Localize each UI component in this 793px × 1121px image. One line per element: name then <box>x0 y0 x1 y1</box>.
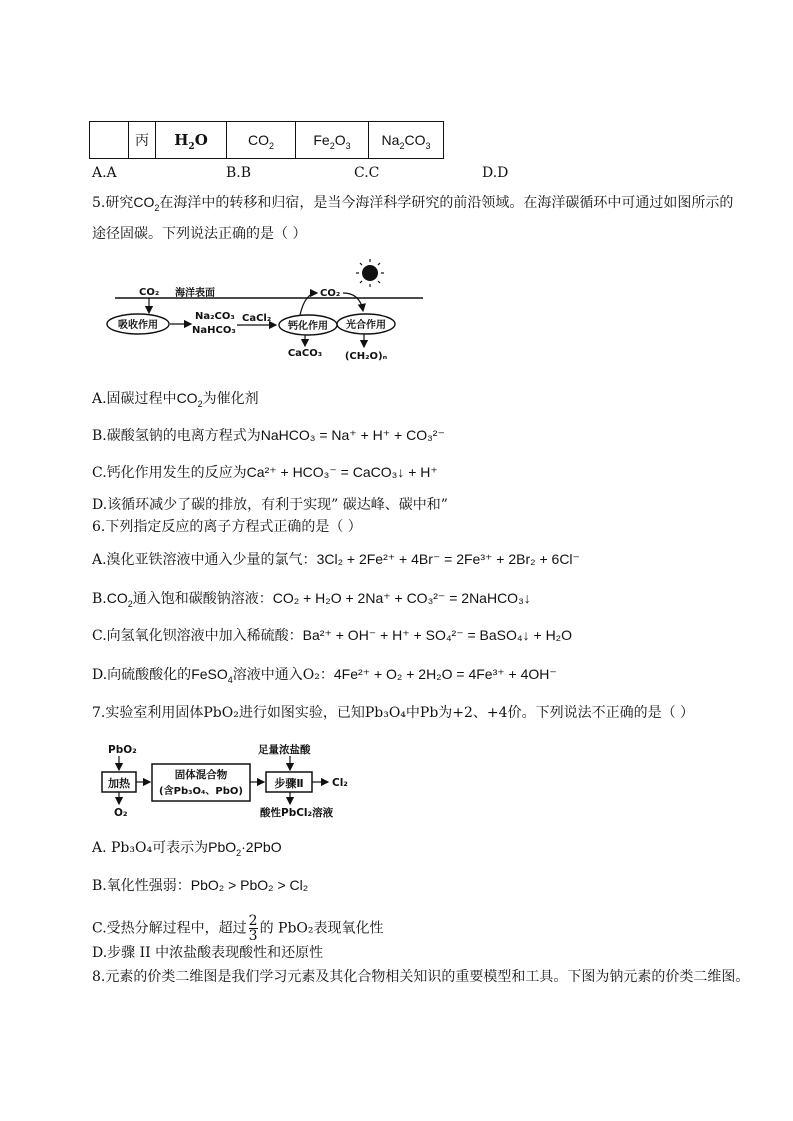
mixture-label-2: (含Pb₃O₄、PbO) <box>159 786 243 797</box>
table-cell: $Na_2CO_3$ <box>369 122 444 159</box>
q5-option-d: D.该循环减少了碳的排放，有利于实现” 碳达峰、碳中和” <box>92 497 448 513</box>
q4-option-d: D.D <box>482 165 509 181</box>
co2-top-label: CO₂ <box>320 288 341 299</box>
heat-label: 加热 <box>108 777 130 790</box>
q7-option-d: D.步骤 II 中浓盐酸表现酸性和还原性 <box>92 945 324 961</box>
calcification-label: 钙化作用 <box>288 321 328 332</box>
q5-option-c: C.钙化作用发生的反应为Ca²⁺ + HCO₃⁻ = CaCO₃↓ + H⁺ <box>92 464 438 481</box>
cacl2-label: CaCl₂ <box>242 313 272 324</box>
table-cell: $Fe_2O_3$ <box>296 122 369 159</box>
answer-table <box>89 121 444 159</box>
sun-icon <box>356 259 384 287</box>
table-cell: $CO_2$ <box>227 122 296 159</box>
q5-option-b: B.碳酸氢钠的电离方程式为NaHCO₃ = Na⁺ + H⁺ + CO₃²⁻ <box>92 427 445 444</box>
conc-hcl-label: 足量浓盐酸 <box>258 744 311 756</box>
table-cell-empty <box>90 122 129 159</box>
fraction: $\frac{2}{3}$ <box>248 913 258 944</box>
q7-option-b: B.氧化性强弱：PbO₂ > PbO₂ > Cl₂ <box>92 877 309 894</box>
absorb-label: 吸收作用 <box>118 320 158 331</box>
q5-option-a: A.固碳过程中$CO_2$为催化剂 <box>92 390 259 409</box>
q5-stem-line2: 途径固碳。下列说法正确的是（ ） <box>92 226 307 242</box>
ch2o-label: (CH₂O)ₙ <box>344 351 388 362</box>
q6-option-c: C.向氢氧化钡溶液中加入稀硫酸：Ba²⁺ + OH⁻ + H⁺ + SO₄²⁻ = BaSO₄↓ + H₂O <box>92 627 573 644</box>
photosynthesis-label: 光合作用 <box>346 320 386 331</box>
q4-option-c: C.C <box>354 165 380 181</box>
q8-stem: 8.元素的价类二维图是我们学习元素及其化合物相关知识的重要模型和工具。下图为钠元素的价类二维图。 <box>92 969 750 985</box>
q5-stem-line1: 5.研究$CO_2$在海洋中的转移和归宿，是当今海洋科学研究的前沿领域。在海洋碳循环中可通过如图所示的 <box>92 194 734 213</box>
pbo2-flow-diagram <box>100 742 370 822</box>
pbo2-label: PbO₂ <box>108 744 137 756</box>
cl2-label: Cl₂ <box>332 777 348 789</box>
step2-label: 步骤Ⅱ <box>274 777 304 790</box>
co2-left-label: CO₂ <box>139 287 160 298</box>
ocean-surface-label: 海洋表面 <box>175 288 215 299</box>
na2co3-label: Na₂CO₃ <box>195 311 235 322</box>
q6-stem: 6.下列指定反应的离子方程式正确的是（ ） <box>92 519 362 535</box>
table-cell: $H_2O$ <box>156 122 227 159</box>
o2-label: O₂ <box>114 807 128 819</box>
caco3-label: CaCO₃ <box>287 348 323 359</box>
mixture-label-1: 固体混合物 <box>174 769 228 781</box>
q7-option-a: A. Pb₃O₄可表示为PbO$_2$·2PbO <box>92 839 282 858</box>
ocean-carbon-diagram <box>105 255 425 370</box>
q4-option-b: B.B <box>226 165 252 181</box>
q6-option-a: A.溴化亚铁溶液中通入少量的氯气：3Cl₂ + 2Fe²⁺ + 4Br⁻ = 2Fe³⁺ + 2Br₂ + 6Cl⁻ <box>92 551 580 568</box>
pbcl2-label: 酸性PbCl₂溶液 <box>260 807 334 819</box>
q6-option-d: D.向硫酸酸化的FeSO$_4$溶液中通入O₂：4Fe²⁺ + O₂ + 2H₂O = 4Fe³⁺ + 4OH⁻ <box>92 666 557 685</box>
table-cell-label: 丙 <box>129 122 156 159</box>
q4-option-a: A.A <box>92 165 117 181</box>
nahco3-label: NaHCO₃ <box>192 325 236 336</box>
q7-stem: 7.实验室利用固体PbO₂进行如图实验，已知Pb₃O₄中Pb为+2、+4价。下列说法不正确的是（ ） <box>92 705 695 721</box>
q7-option-c: C.受热分解过程中，超过 $\frac{2}{3}$ 的 PbO₂表现氧化性 <box>92 913 384 944</box>
q6-option-b: $B.CO_2$通入饱和碳酸钠溶液：CO₂ + H₂O + 2Na⁺ + CO₃²⁻ = 2NaHCO₃↓ <box>92 590 531 609</box>
table-row <box>90 122 444 159</box>
